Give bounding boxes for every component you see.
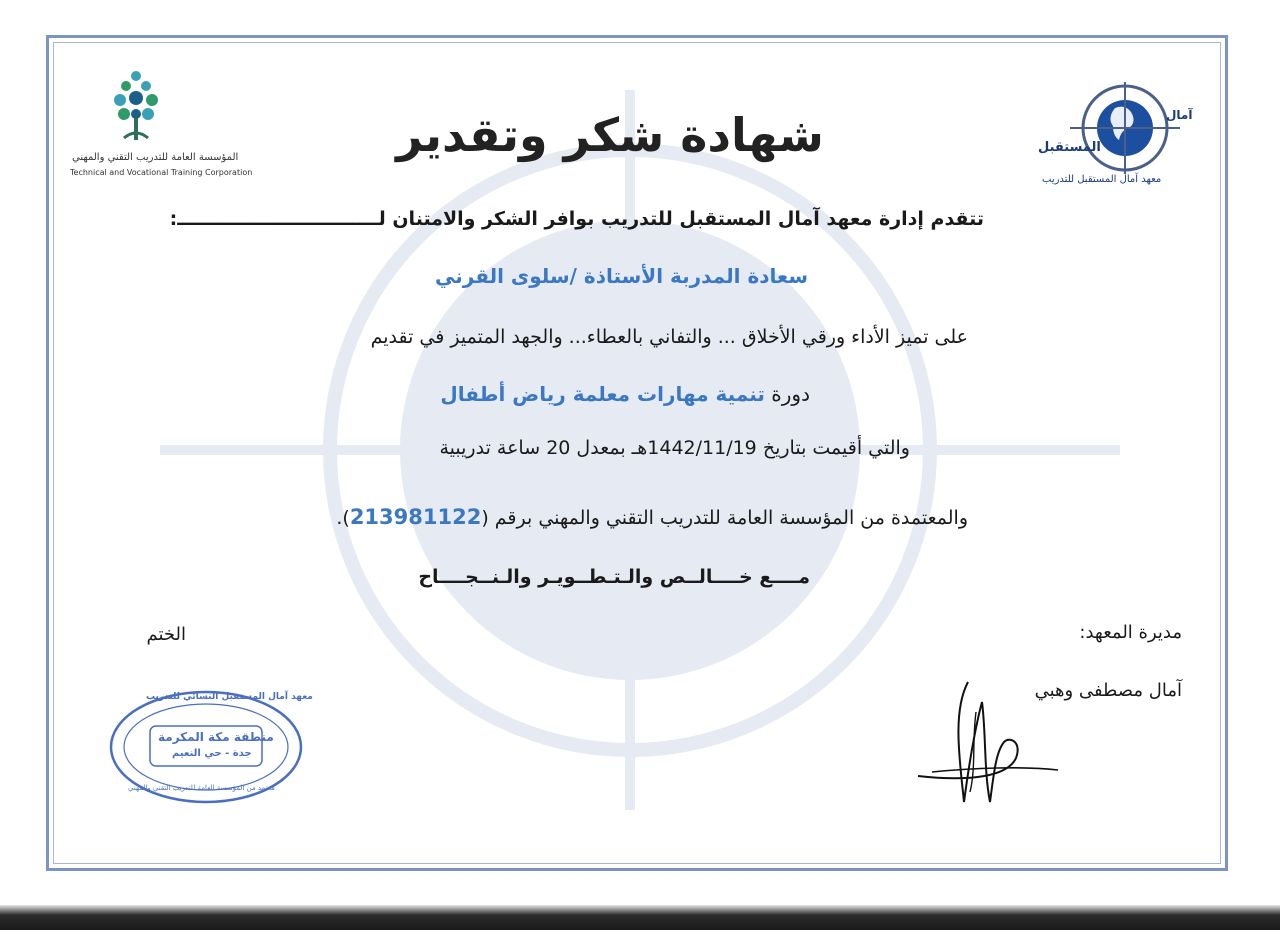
director-label: مديرة المعهد: bbox=[1079, 622, 1182, 643]
tvtc-english-name: Technical and Vocational Training Corporation bbox=[70, 168, 253, 177]
stamp-center-line-2: جدة - حي النعيم bbox=[172, 748, 252, 759]
director-signature-icon bbox=[912, 672, 1062, 812]
institute-logo-name: معهد آمال المستقبل للتدريب bbox=[1042, 174, 1162, 185]
tvtc-logo bbox=[66, 64, 253, 189]
accreditation-prefix: والمعتمدة من المؤسسة العامة للتدريب التقني والمهني برقم ( bbox=[481, 507, 968, 529]
institute-logo-word-1: آمال bbox=[1166, 108, 1193, 122]
stamp-ring-text: معهد آمال المستقبل النسائي للتدريب bbox=[146, 692, 313, 702]
stamp-bottom-text: معتمد من المؤسسة العامة للتدريب التقني والمهني bbox=[128, 784, 275, 792]
course-prefix: دورة bbox=[771, 382, 810, 406]
institute-globe-icon bbox=[1030, 78, 1205, 178]
accreditation-number: 213981122 bbox=[349, 505, 482, 529]
scan-edge bbox=[0, 905, 1280, 930]
director-name: آمال مصطفى وهبي bbox=[1034, 680, 1182, 701]
stamp-center-line-1: منطقة مكة المكرمة bbox=[158, 730, 274, 744]
tvtc-tree-icon bbox=[66, 64, 211, 154]
recipient-name: سعادة المدربة الأستاذة /سلوى القرني bbox=[435, 264, 808, 288]
course-line bbox=[440, 382, 810, 406]
praise-line: على تميز الأداء ورقي الأخلاق ... والتفاني بالعطاء... والجهد المتميز في تقديم bbox=[370, 326, 968, 348]
accreditation-line bbox=[336, 505, 968, 529]
institute-stamp bbox=[106, 688, 313, 806]
institute-logo bbox=[1030, 78, 1205, 193]
seal-label: الختم bbox=[146, 624, 186, 645]
course-name: تنمية مهارات معلمة رياض أطفال bbox=[440, 382, 765, 406]
date-line: والتي أقيمت بتاريخ 1442/11/19هـ بمعدل 20 ساعة تدريبية bbox=[439, 437, 910, 459]
wishes-line: مــــع خــــالــص والـتـطــويـر والـنــجــــاح bbox=[418, 566, 810, 588]
institute-logo-word-2: المستقبل bbox=[1038, 140, 1101, 155]
accreditation-suffix: ). bbox=[336, 507, 350, 529]
intro-line: تتقدم إدارة معهد آمال المستقبل للتدريب بوافر الشكر والامتنان لـــــــــــــــــــــــــــــــ: bbox=[169, 208, 984, 230]
certificate-title: شهادة شكر وتقدير bbox=[396, 108, 824, 162]
tvtc-arabic-name: المؤسسة العامة للتدريب التقني والمهني bbox=[72, 152, 239, 163]
